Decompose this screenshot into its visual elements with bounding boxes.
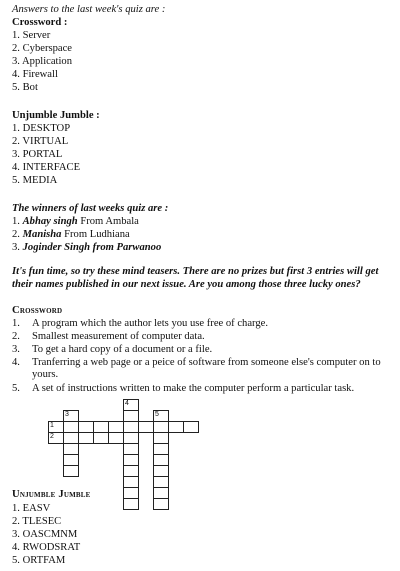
clue-2-number: 2. (12, 331, 20, 342)
jumble-answer-2: 2. VIRTUAL (12, 136, 69, 147)
winner-3-num: 3. (12, 242, 20, 253)
jumble-item-5: 5. ORTFAM (12, 555, 66, 566)
crossword-answer-2: 2. Cyberspace (12, 43, 73, 54)
clue-3-number: 3. (12, 344, 20, 355)
crossword-cell[interactable] (168, 421, 184, 433)
winner-2 (12, 229, 130, 241)
winner-1-num: 1. (12, 216, 20, 227)
crossword-answer-3: 3. Application (12, 56, 73, 67)
clue-4-text: Tranferring a web page or a peice of software from someone else's computer on to yours. (32, 357, 381, 380)
jumble-item-4: 4. RWODSRAT (12, 542, 81, 553)
crossword-cell[interactable] (153, 498, 169, 510)
winner-1-place: From Ambala (77, 216, 139, 227)
jumble-item-1: 1. EASV (12, 503, 51, 514)
crossword-cell[interactable] (78, 432, 94, 444)
crossword-answer-4: 4. Firewall (12, 69, 58, 80)
crossword-cell-number-4: 4 (125, 400, 129, 407)
jumble-title: Unjumble Jumble (12, 489, 91, 500)
jumble-answer-3: 3. PORTAL (12, 149, 63, 160)
winner-2-name: Manisha (22, 229, 62, 240)
winner-3-name: Joginder Singh from Parwanoo (22, 242, 162, 253)
crossword-answer-1: 1. Server (12, 30, 51, 41)
crossword-cell[interactable] (108, 432, 124, 444)
crossword-answers-heading: Crossword : (12, 17, 68, 28)
crossword-cell[interactable] (63, 465, 79, 477)
winner-1-name: Abhay singh (22, 216, 78, 227)
crossword-cell[interactable] (123, 410, 139, 422)
clue-1-number: 1. (12, 318, 20, 329)
clue-4-number: 4. (12, 357, 20, 368)
winner-3 (12, 242, 161, 254)
crossword-cell-number-3: 3 (65, 411, 69, 418)
teaser-paragraph: It's fun time, so try these mind teasers. There are no prizes but first 3 entries will get their names published in our next issue. Are you among those three lucky ones? (12, 266, 379, 290)
jumble-answer-4: 4. INTERFACE (12, 162, 81, 173)
clue-3-text: To get a hard copy of a document or a file. (32, 344, 213, 355)
crossword-cell[interactable] (93, 432, 109, 444)
winners-heading: The winners of last weeks quiz are : (12, 203, 169, 214)
jumble-item-3: 3. OASCMNM (12, 529, 78, 540)
winner-2-place: From Ludhiana (61, 229, 130, 240)
clue-1-text: A program which the author lets you use free of charge. (32, 318, 269, 329)
crossword-cell[interactable] (138, 421, 154, 433)
crossword-cell-number-5: 5 (155, 411, 159, 418)
clue-5-text: A set of instructions written to make the computer perform a particular task. (32, 383, 355, 394)
clue-5-number: 5. (12, 383, 20, 394)
jumble-answer-1: 1. DESKTOP (12, 123, 71, 134)
crossword-cell[interactable] (183, 421, 199, 433)
winner-1 (12, 216, 139, 228)
jumble-answers-heading: Unjumble Jumble : (12, 110, 100, 121)
crossword-answer-5: 5. Bot (12, 82, 38, 93)
answers-heading: Answers to the last week's quiz are : (12, 4, 166, 15)
jumble-answer-5: 5. MEDIA (12, 175, 58, 186)
crossword-title: Crossword (12, 305, 63, 316)
crossword-cell-number-2: 2 (50, 433, 54, 440)
clue-2-text: Smallest measurement of computer data. (32, 331, 205, 342)
winner-2-num: 2. (12, 229, 20, 240)
jumble-item-2: 2. TLESEC (12, 516, 62, 527)
crossword-cell[interactable] (123, 498, 139, 510)
crossword-cell-number-1: 1 (50, 422, 54, 429)
